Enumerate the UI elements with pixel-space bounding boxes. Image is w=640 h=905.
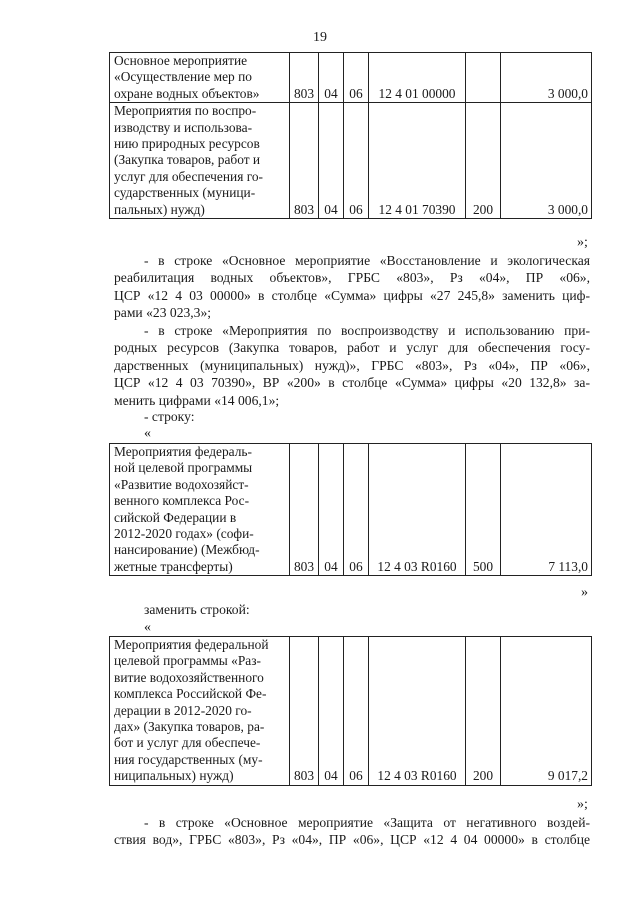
budget-table-2 [109,443,592,576]
page-number: 19 [313,30,327,45]
row-name-line: сударственных (муници- [114,185,256,201]
row-name-line: Мероприятия федераль- [114,444,252,459]
cell-csr: 12 4 01 70390 [369,103,466,219]
table-row [110,103,592,219]
paragraph-edit-3 [114,814,590,849]
cell-vr: 200 [466,637,501,786]
cell-grbs: 803 [290,444,319,576]
cell-vr [466,53,501,103]
paragraph-line: - в строке «Основное мероприятие «Защита от негативного воздей- [144,815,590,830]
row-name-line: нансирование) (Межбюд- [114,542,260,558]
opening-quote-mark: « [144,426,151,441]
closing-quote-mark: » [581,585,588,600]
cell-grbs: 803 [290,637,319,786]
row-name-line: ной целевой программы [114,460,253,476]
cell-csr: 12 4 01 00000 [369,53,466,103]
row-name-line: Мероприятия по воспро- [114,103,257,119]
row-name-line: «Осуществление мер по [114,69,252,85]
cell-rz: 04 [319,53,344,103]
row-name-line: бот и услуг для обеспече- [114,735,261,751]
closing-quote-mark: »; [577,797,588,812]
cell-pr: 06 [344,444,369,576]
row-name-line: Мероприятия федеральной [114,637,269,652]
table-row [110,53,592,103]
paragraph-edit-1 [114,252,590,322]
budget-table-1 [109,52,592,219]
paragraph-line: родных ресурсов (Закупка товаров, работ и услуг для обеспечения госу- [114,340,590,356]
cell-rz: 04 [319,103,344,219]
cell-csr: 12 4 03 R0160 [369,637,466,786]
row-name-line: охране водных объектов» [114,85,260,101]
cell-rz: 04 [319,444,344,576]
cell-grbs: 803 [290,103,319,219]
row-name [110,637,290,786]
opening-quote-mark: « [144,620,151,635]
closing-quote-mark: »; [577,235,588,250]
row-name-line: венного комплекса Рос- [114,493,250,509]
row-name-line: нию природных ресурсов [114,136,260,152]
paragraph-line: рами «23 023,3»; [114,305,212,321]
paragraph-line: ЦСР «12 4 03 00000» в столбце «Сумма» цифры «27 245,8» заменить циф- [114,287,590,303]
cell-pr: 06 [344,103,369,219]
row-name-line: (Закупка товаров, работ и [114,152,261,168]
cell-vr: 200 [466,103,501,219]
row-name-line: ния государственных (му- [114,751,263,767]
row-name-line: витие водохозяйственного [114,669,264,685]
row-name-line: сийской Федерации в [114,509,237,525]
cell-csr: 12 4 03 R0160 [369,444,466,576]
row-name-line: Основное мероприятие [114,53,248,68]
paragraph-line: - в строке «Основное мероприятие «Восстановление и экологическая [144,253,590,268]
row-name-line: «Развитие водохозяйст- [114,476,249,492]
row-name-line: целевой программы «Раз- [114,653,261,669]
cell-vr: 500 [466,444,501,576]
paragraph-line: менить цифрами «14 006,1»; [114,392,280,408]
paragraph-line: ЦСР «12 4 03 70390», ВР «200» в столбце «Сумма» цифры «20 132,8» за- [114,375,590,391]
table-row [110,637,592,786]
row-name-line: услуг для обеспечения го- [114,168,264,184]
row-name [110,103,290,219]
row-name-line: пальных) нужд) [114,201,205,217]
cell-sum: 7 113,0 [501,444,592,576]
cell-pr: 06 [344,637,369,786]
row-name-line: дерации в 2012-2020 го- [114,702,252,718]
cell-pr: 06 [344,53,369,103]
paragraph-replace-intro: заменить строкой: [144,602,250,617]
paragraph-line: ствия вод», ГРБС «803», Рз «04», ПР «06», ЦСР «12 4 04 00000» в столбце [114,832,590,848]
row-name-line: ниципальных) нужд) [114,768,234,784]
row-name-line: изводству и использова- [114,119,253,135]
row-name-line: дах» (Закупка товаров, ра- [114,719,265,735]
cell-sum: 3 000,0 [501,53,592,103]
cell-grbs: 803 [290,53,319,103]
paragraph-line: реабилитация водных объектов», ГРБС «803», Рз «04», ПР «06», [114,270,590,286]
row-name-line: жетные трансферты) [114,558,233,574]
cell-sum: 9 017,2 [501,637,592,786]
row-name [110,53,290,103]
row-name-line: 2012-2020 годах» (софи- [114,526,254,542]
row-name [110,444,290,576]
cell-sum: 3 000,0 [501,103,592,219]
table-row [110,444,592,576]
cell-rz: 04 [319,637,344,786]
row-name-line: комплекса Российской Фе- [114,686,267,702]
paragraph-line: дарственных (муниципальных) нужд)», ГРБС «803», Рз «04», ПР «06», [114,357,590,373]
paragraph-edit-2 [114,322,590,409]
budget-table-3 [109,636,592,786]
paragraph-line: - в строке «Мероприятия по воспроизводству и использованию при- [144,323,590,338]
paragraph-row-intro: - строку: [144,409,195,424]
